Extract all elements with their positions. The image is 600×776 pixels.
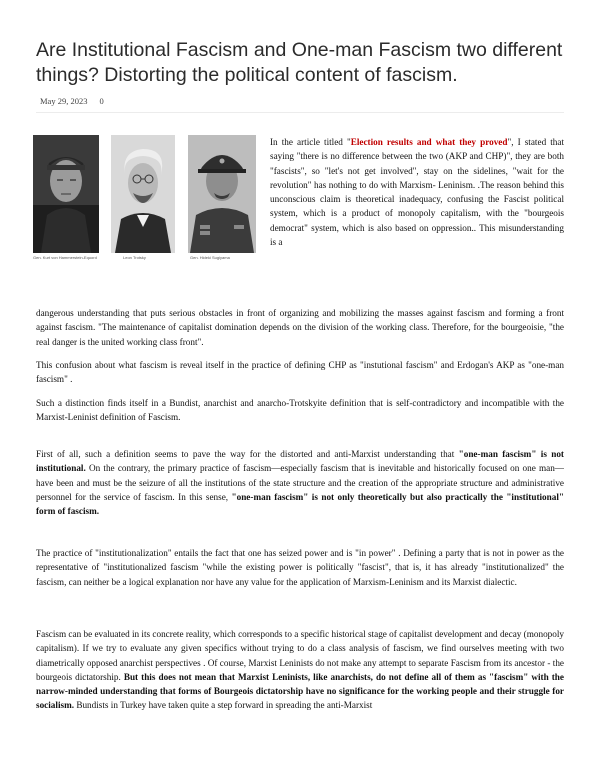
paragraph-3 <box>36 396 564 425</box>
paragraph-text: This confusion about what fascism is reveal itself in the practice of defining CHP as "instutional fascism" and Erdogan's AKP as "one-man fascism" . <box>36 360 564 385</box>
paragraph-6 <box>36 627 564 713</box>
portrait-photo-1 <box>33 135 99 253</box>
paragraph-text: On the contrary, the primary practice of fascism—especially fascism that is inevitable and historically focused on one man— have been and must be the seizure of all the institutions of the state structure and the creation of the appropriate structure and administrative personnel for the service of fascism. In this sense, <box>36 463 564 502</box>
election-results-link[interactable]: Election results and what they proved <box>350 137 508 147</box>
paragraph-text: dangerous understanding that puts serious obstacles in front of organizing and mobilizing the masses against fascism and forming a front against fascism. "The maintenance of capitalist domination depends on the division of the working class. Therefore, for the bourgeoisie, "the real danger is the united working class front". <box>36 308 564 347</box>
intro-text-start: In the article titled " <box>270 137 351 147</box>
intro-paragraph <box>270 135 564 249</box>
bold-conclusion: "one-man fascism" is not only theoretically but also practically the "institutional" form of fascism. <box>36 491 565 517</box>
portrait-photo-2 <box>111 135 175 253</box>
caption-1: Gen. Kurt von Hammerstein-Equord <box>33 255 97 260</box>
title-divider <box>36 112 564 113</box>
publish-date: May 29, 2023 <box>40 96 88 106</box>
caption-2: Leon Trotsky <box>123 255 146 260</box>
paragraph-text: The practice of "institutionalization" entails the fact that one has seized power and is "in power" . Defining a party that is not in power as the representative of "institutionalized fascism "while the existing power is politically "fascist", that is, it has already "institutionalized" the fascism, can neither be a logical explanation nor have any value for the application of Marxism-Leninism and its Marxist dialectic. <box>36 548 564 587</box>
paragraph-5 <box>36 546 564 589</box>
paragraph-text: Bundists in Turkey have taken quite a step forward in spreading the anti-Marxist <box>74 700 373 711</box>
comment-count[interactable]: 0 <box>99 96 104 106</box>
paragraph-text: First of all, such a definition seems to pave the way for the distorted and anti-Marxist understanding that <box>36 449 459 459</box>
paragraph-4 <box>36 447 564 518</box>
paragraph-text: Such a distinction finds itself in a Bundist, anarchist and anarcho-Trotskyite definition that is self-contradictory and incompatible with the Marxist-Leninist definition of Fascism. <box>36 398 564 423</box>
portrait-photo-3 <box>188 135 256 253</box>
bold-statement: But this does not mean that Marxist Leninists, like anarchists, do not define all of them as "fascism" with the narrow-minded understanding that forms of Bourgeois dictatorship have no significance for the working people and their struggle for socialism. <box>36 671 564 711</box>
paragraph-1-continued <box>36 306 564 349</box>
article-meta <box>40 96 104 106</box>
article-figure <box>33 135 258 265</box>
article-title: Are Institutional Fascism and One-man Fascism two different things? Distorting the political content of fascism. <box>36 39 563 86</box>
bold-claim: "one-man fascism" is not institutional. <box>36 449 564 474</box>
caption-3: Gen. Hideki Sugiyama <box>190 255 230 260</box>
intro-text-rest: ", I stated that saying "there is no difference between the two (AKP and CHP)", they are both "fascists", so "let's not get involved", stay on the sidelines, "wait for the revolution" has nothing to do with Marxism- Leninism. .The reason behind this unconscious claim is theoretical inadequacy, confusing the Fascist political system, which is a product of monopoly capitalism, with the "bourgeois democrat" system, which is also based on oppression.. This misunderstanding is a <box>270 137 564 248</box>
paragraph-text: Fascism can be evaluated in its concrete reality, which corresponds to a specific historical stage of capitalist development and decay (monopoly capitalism). If we try to evaluate any given specifics without trying to do a class analysis of fascism, we find ourselves meeting with two diametrically opposed anarchist perspectives . Of course, Marxist Leninists do not make any attempt to separate Fascism from its ancestor - the bourgeois dictatorship. <box>36 629 564 682</box>
paragraph-2 <box>36 358 564 387</box>
